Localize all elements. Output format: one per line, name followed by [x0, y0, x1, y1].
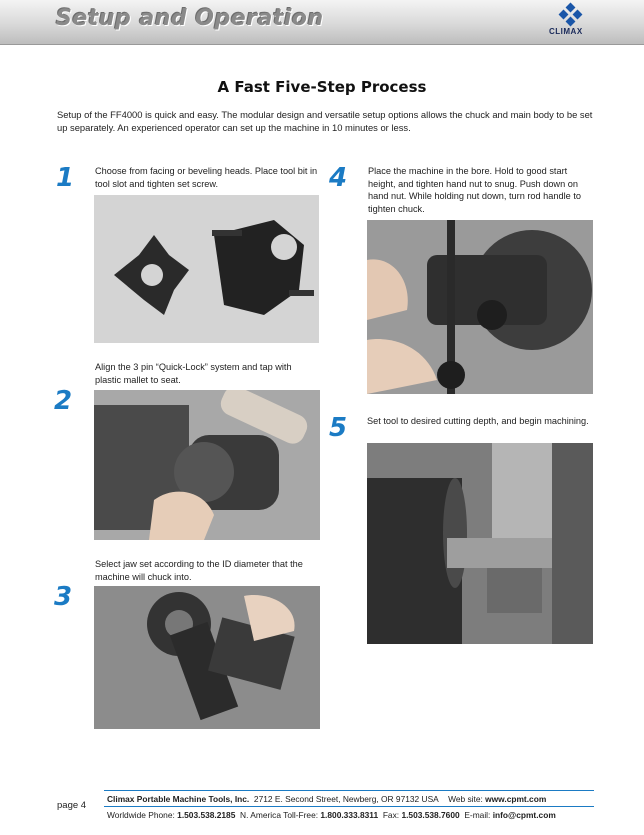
- web-label: Web site:: [448, 794, 483, 804]
- jaw-set-selection-icon: [94, 586, 320, 729]
- step-4-text: Place the machine in the bore. Hold to good start height, and tighten hand nut to snug. Push down on hand nut. While holding nut down, turn rod handle to tighten chuck.: [368, 166, 581, 214]
- step-1-text: Choose from facing or beveling heads. Place tool bit in tool slot and tighten set screw.: [95, 166, 318, 189]
- na-phone-label: N. America Toll-Free:: [240, 810, 319, 820]
- web-link[interactable]: www.cpmt.com: [485, 794, 547, 804]
- step-5-photo: [367, 443, 593, 644]
- fax-number: 1.503.538.7600: [401, 810, 460, 820]
- na-phone: 1.800.333.8311: [320, 810, 379, 820]
- step-2-number: 2: [54, 386, 73, 416]
- footer-contact-line: [107, 810, 556, 820]
- ww-phone: 1.503.538.2185: [177, 810, 236, 820]
- step-4-photo: [367, 220, 593, 394]
- footer-rule-top: [104, 790, 594, 791]
- fax-label: Fax:: [382, 810, 400, 820]
- step-5-number: 5: [329, 413, 348, 443]
- step-3-photo: [94, 586, 320, 729]
- page-number: page 4: [57, 800, 87, 811]
- section-title: Setup and Operation: [56, 6, 324, 31]
- step-1-photo: [94, 195, 319, 343]
- email-label: E-mail:: [464, 810, 491, 820]
- footer-company-line: [107, 794, 546, 804]
- facing-and-beveling-heads-icon: [94, 195, 319, 343]
- step-3-text: Select jaw set according to the ID diameter that the machine will chuck into.: [95, 559, 303, 582]
- step-3-number: 3: [54, 582, 73, 612]
- intro-paragraph: Setup of the FF4000 is quick and easy. The modular design and versatile setup options allows the chuck and main body to be set up separately. An experienced operator can set up the machine in 10 minutes or less.: [57, 109, 593, 133]
- company-name: Climax Portable Machine Tools, Inc.: [107, 794, 250, 804]
- logo-wordmark: CLIMAX: [549, 27, 583, 36]
- ww-phone-label: Worldwide Phone:: [107, 810, 175, 820]
- machining-cut-icon: [367, 443, 593, 644]
- step-2-text: Align the 3 pin “Quick-Lock” system and tap with plastic mallet to seat.: [95, 362, 292, 385]
- email-link[interactable]: info@cpmt.com: [492, 810, 556, 820]
- company-address: 2712 E. Second Street, Newberg, OR 97132 USA: [253, 794, 439, 804]
- step-1-number: 1: [56, 163, 75, 193]
- machine-in-bore-icon: [367, 220, 593, 394]
- climax-logo-icon: [554, 2, 588, 42]
- footer-rule-middle: [104, 806, 594, 807]
- step-2-photo: [94, 390, 320, 540]
- page-title: A Fast Five-Step Process: [217, 78, 427, 96]
- step-5-text: Set tool to desired cutting depth, and begin machining.: [367, 416, 589, 426]
- quick-lock-alignment-icon: [94, 390, 320, 540]
- header-bar: [0, 0, 644, 45]
- step-4-number: 4: [329, 163, 348, 193]
